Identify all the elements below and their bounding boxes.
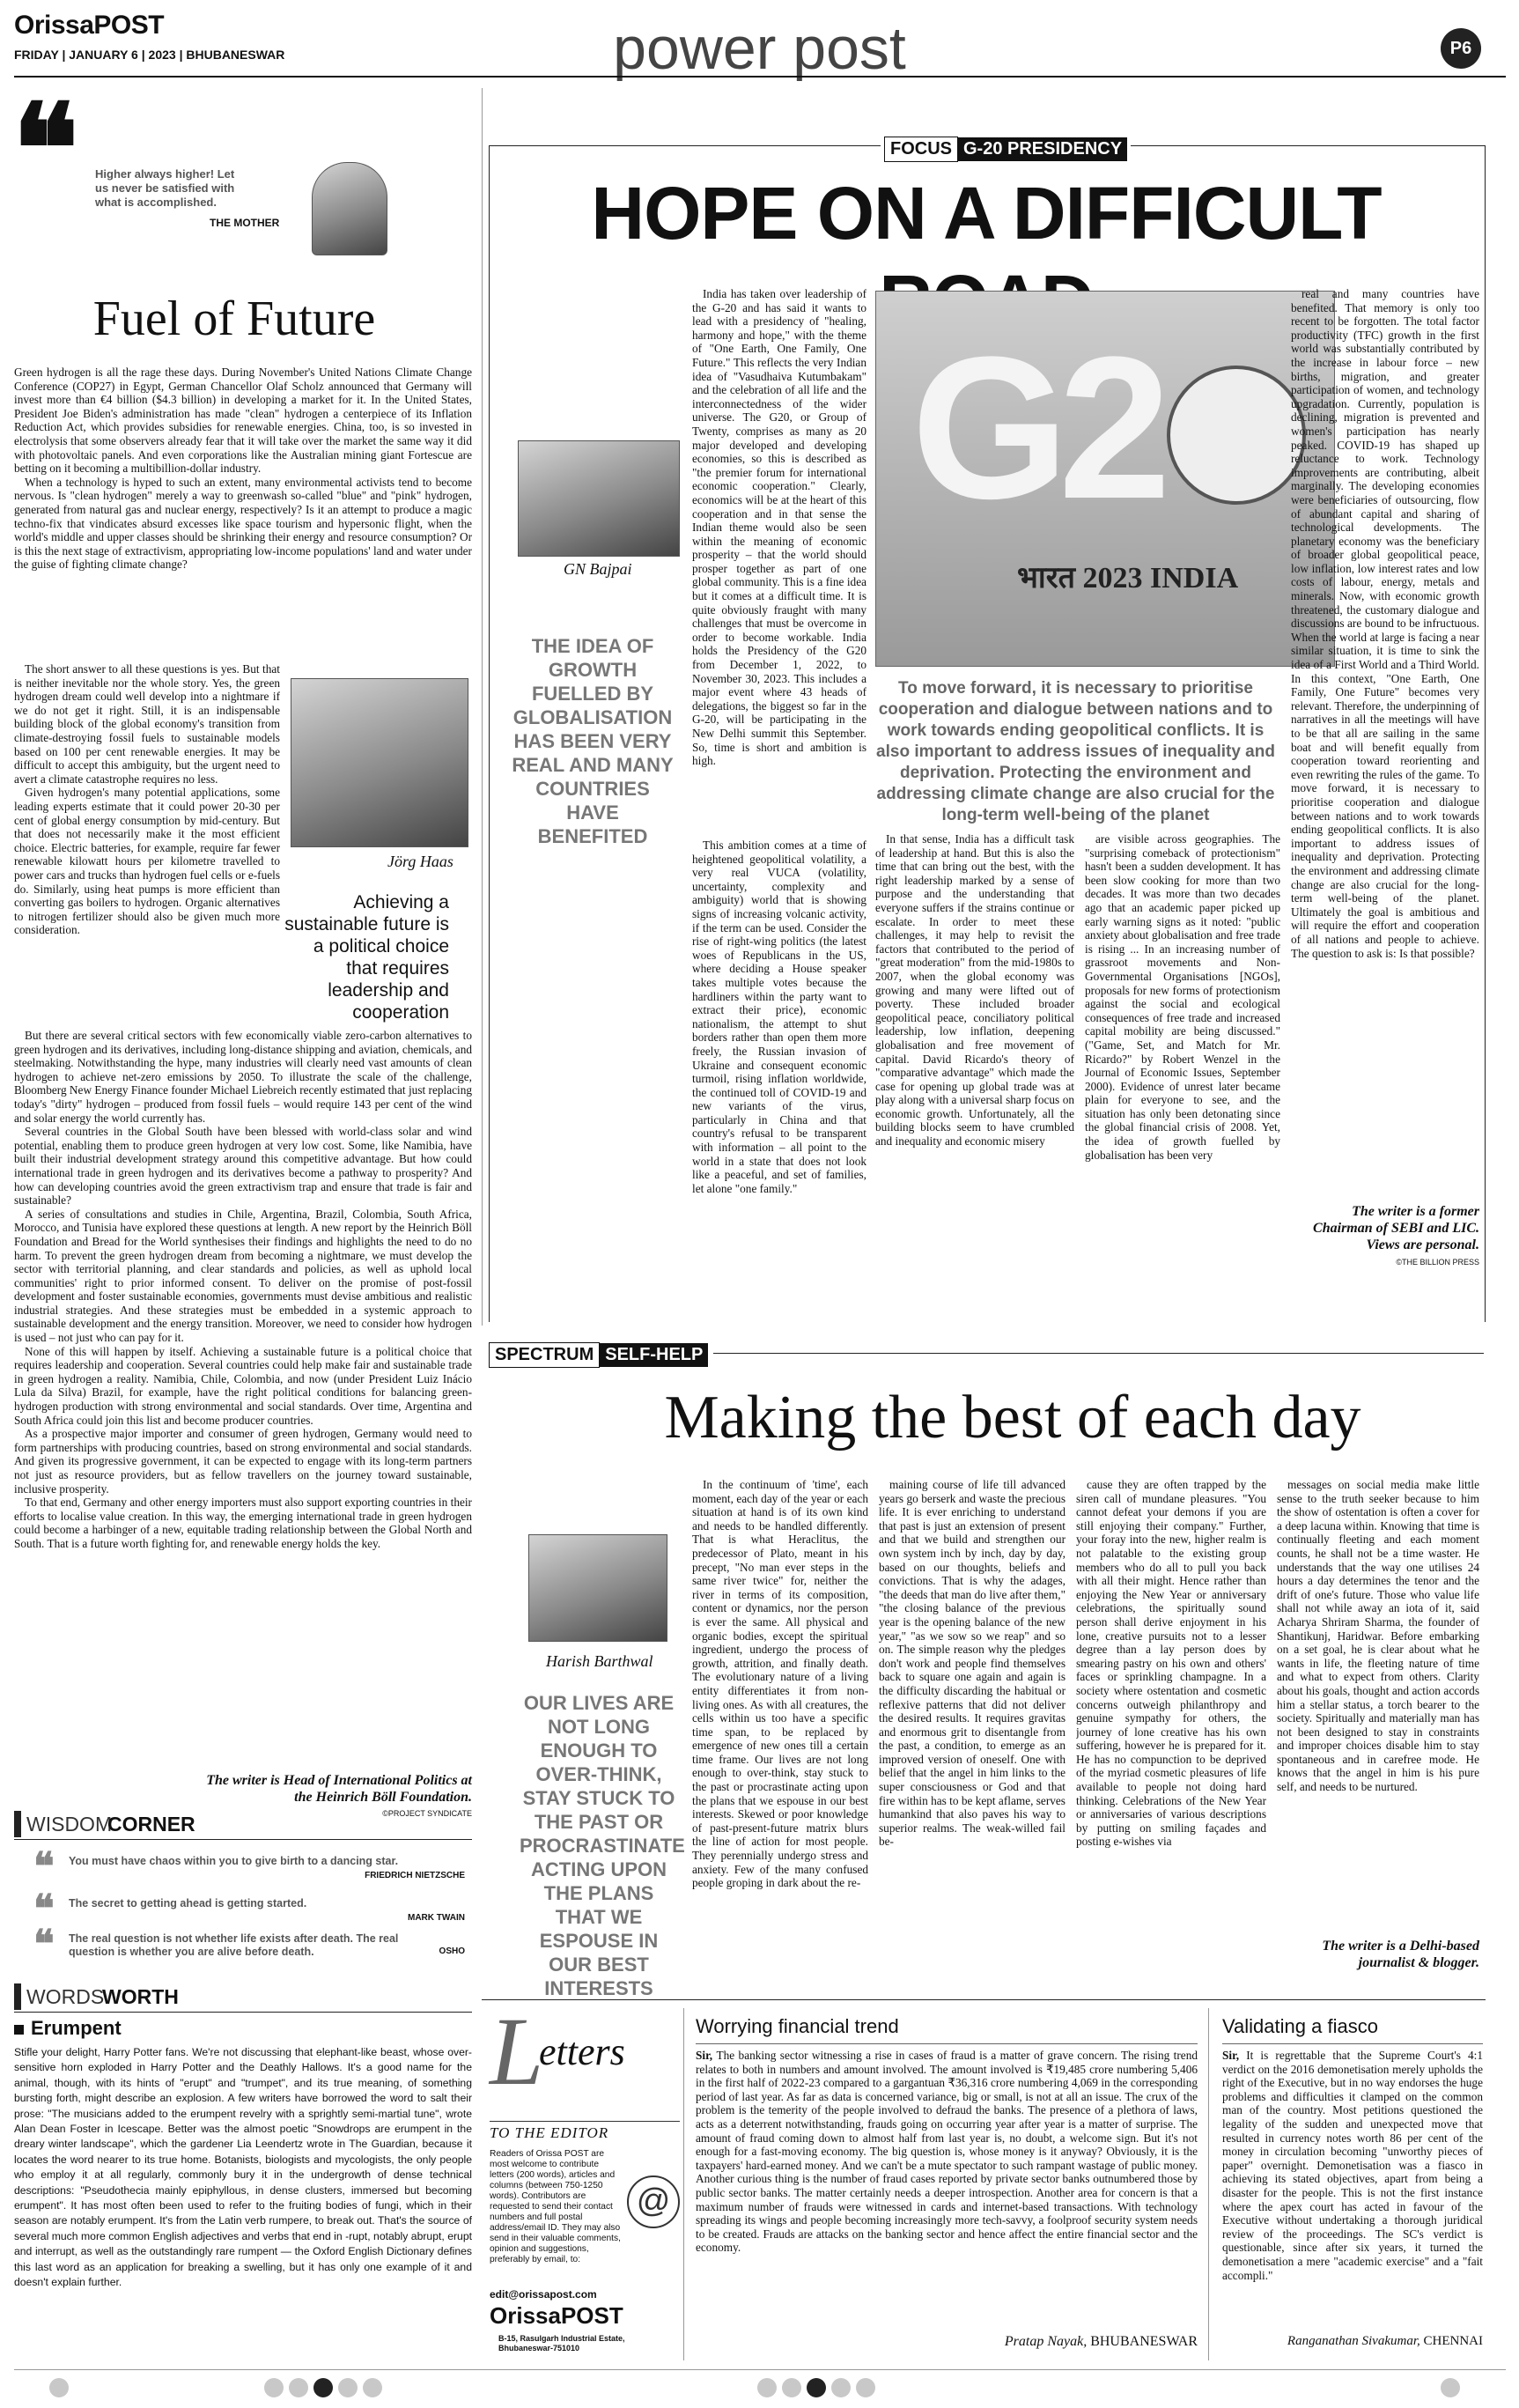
fuel-p5: But there are several critical sectors with few economically viable zero-carbon alternatives to green hydrogen and its derivatives, including long-distance shipping and aviation, chemicals, and steelmaking. Notwithstanding the hype, many industries will clearly need vast amounts of clean hydrogen to achieve net-zero emissions by 2050. To illustrate the scale of the challenge, Bloomberg New Energy Finance founder Michael Liebreich recently estimated that just replacing today's "dirty" hydrogen – produced from fossil fuels – would require 143 per cent of the wind and solar energy the world currently has. <box>14 1029 472 1125</box>
registration-dot <box>338 2378 358 2397</box>
registration-dot <box>313 2378 333 2397</box>
letters-info: Readers of Orissa POST are most welcome to contribute letters (200 words), articles and columns (between 750-1250 words). Contributors are requested to send their contact numbers and full postal address/email ID. They may also send in their valuable comments, opinion and suggestions, preferably by email, to: <box>490 2149 621 2264</box>
wordsworth-word <box>14 2017 122 2040</box>
wisdom-title-a: WISDOM <box>26 1813 113 1836</box>
letter2-body-text: It is regrettable that the Supreme Court's 4:1 verdict on the 2016 demonetisation merely upholds the right of the Executive, but in no way endorses the huge problems and difficulties it clamped on the common man of the country. Most petitions questioned the legality of the sudden and unexpected move that resulted in currency notes worth 86 per cent of the money in circulation becoming "unworthy pieces of paper" overnight. Demonetisation was a fiasco in achieving its stated objectives, apart from being a disaster for the people. This is not the first instance where the apex court has acted in favour of the Executive without undertaking a thorough juridical review of the proceedings. The SC's verdict is questionable, since after six years, it turned the demonetisation a mere "academic exercise" and a "fait accompli." <box>1222 2049 1483 2282</box>
g20-col-2 <box>692 838 866 1257</box>
selfhelp-text-4: messages on social media make little sense to the truth seeker because to him the show of ostentation is often a cover for a deep lacuna within. Knowing that time is continually fleeting and each moment counts, he shall not be a time waster. He understands that the way one utilises 24 hours a day determines the tenor and the drift of one's future. Those who value life shall not while away an iota of it, said Acharya Shriram Sharma, the founder of Shantikunj, Haridwar. Before embarking on a set goal, he is clear about what he wants in life, the fleeting nature of time and what to expect from others. Clarity about his goals, thought and action accords him a stellar status, a torch bearer to the society. Spiritually and materially man has not been designed to stay in constraints and improper choices disable him to stay spontaneous and in carefree mode. He knows that the angel in him is his pure self, and needs to be nurtured. <box>1277 1478 1479 1794</box>
salutation-sir: Sir, <box>696 2049 717 2062</box>
masthead-logo: OrissaPOST <box>14 11 165 40</box>
tag-spectrum: SPECTRUM <box>489 1342 600 1368</box>
selfhelp-text-2: maining course of life till advanced years go berserk and waste the precious life. It is ever enriching to understand that past is just an extension of present and that we build and strengthen our own system inch by inch, day by day, based on our thoughts, beliefs and convictions. That is why the adages, "the deeds that man do live after them," "the closing balance of the previous year is the opening balance of the new year," "as we sow so we reap" and so on. The simple reason why the pledges don't work and people find themselves back to square one again and again is the difficulty discarding the habitual or reflexive patterns that did not deliver the desired results. It requires gravitas and enormous grit to disentangle from the past, a condition, to emerge as an improved version of oneself. One with belief that the angel in him links to the super consciousness or God and that fire within has to be kept aflame, serves humankind that also paves his way to superior realms. The weak-willed fail be- <box>879 1478 1066 1849</box>
wisdom-quote: The real question is not whether life exists after death. The real question is whether you are alive before death. <box>69 1932 399 1958</box>
fuel-p7: A series of consultations and studies in Chile, Argentina, Brazil, Colombia, South Africa, Morocco, and Tunisia have explored these questions at length. A new report by the Heinrich Böll Foundation and Bread for the World synthesises their findings and highlights the need to do no harm. To prevent the green hydrogen dream from becoming a nightmare, we must develop the sector with territorial planning, and clear standards and policies, as well as uphold local communities' right to prior informed consent. To deliver on the promise of post-fossil development and foster sustainable economies, governments must devise ambitious and realistic industrial strategies. And these strategies must be embedded in a systemic approach to sustainable development and the energy transition. Moreover, we need to consider how hydrogen is used – not just who can pay for it. <box>14 1207 472 1345</box>
g20-headline: HOPE ON A DIFFICULT <box>591 172 1382 255</box>
g20-logo-glyph: G2 <box>911 314 1161 541</box>
fuel-body-narrow <box>14 662 280 1015</box>
quote-mark-icon: ❝ <box>12 83 79 219</box>
fuel-body-bottom <box>14 1029 472 1767</box>
g20-text-1: India has taken over leadership of the G-20 and has said it wants to lead with a presidency of "healing, harmony and hope," with the theme of "One Earth, One Family, One Future." This reflects the very Indian idea of "Vasudhaiva Kutumbakam" and the celebration of all life and the interconnectedness of the wider universe. The G20, or Group of Twenty, comprises as many as 20 major developed and developing economies, so this is described as "the premier forum for international economic cooperation." Clearly, economics will be at the heart of this cooperation and in that sense the Indian theme would also be seen within the meaning of economic prosperity – that the world should prosper together as part of one global community. This is a fine idea but it comes at a difficult time. It is quite obviously fraught with many challenges that must be overcome in order to become workable. India holds the Presidency of the G20 from December 1, 2022, to November 30, 2023. This includes a major event where 43 heads of delegations, the biggest so far in the G-20, will be participating in the New Delhi summit this September. So, time is short and ambition is high. <box>692 287 866 768</box>
g20-tags <box>881 137 1131 162</box>
wisdom-item <box>14 1887 472 1931</box>
selfhelp-text-1: In the continuum of 'time', each moment, each day of the year or each situation at hand is of its own kind and needs to be handled differently. That is what Heraclitus, the predecessor of Plato, meant in his precept, "No man ever steps in the same river twice" for, neither the river in terms of its composition, content or dynamics, nor the person is ever the same. All physical and organic bodies, except the spiritual ingredient, undergo the process of growth, attrition, and finally death. The evolutionary nature of a living entity differentiates it from non-living ones. As with all creatures, the cells within us too have a specific time span, to be replaced by emergence of new ones till a certain time frame. Our lives are not long enough to over-think, stay stuck to the past or procrastinate acting upon the plans that we espouse in our best interests. Skewed or poor knowledge of past-present-future matrix blurs the line of action for most people. They perennially undergo stress and anxiety. Few of the many confused people groping in dark about the re- <box>692 1478 868 1890</box>
wisdom-rule <box>14 1839 472 1840</box>
selfhelp-pull-quote: OUR LIVES ARE NOT LONG ENOUGH TO OVER-THINK, STAY STUCK TO THE PAST OR PROCRASTINATE ACTING UPON THE PLANS THAT WE ESPOUSE IN OUR BEST INTERESTS <box>520 1692 685 1999</box>
g20-text-2: This ambition comes at a time of heightened geopolitical volatility, a very real VUCA (volatility, uncertainty, complexity and ambiguity) world that is showing signs of increasing volcanic activity, if the term can be used. Consider the rise of right-wing politics (the latest woes of Republicans in the US, where deciding a House speaker takes multiple votes because the hardliners within the party want to extract their price), economic nationalism, the attempt to shut borders rather than open them more freely, the Russian invasion of Ukraine and consequent economic turmoil, rising inflation worldwide, the continued toll of COVID-19 and new variants of the virus, particularly in China and that country's refusal to be transparent with information – all point to the world in a state that does not look like a peaceful, and set of families, let alone "one family." <box>692 838 866 1195</box>
g20-col-5 <box>1291 287 1479 1168</box>
bottom-rule <box>14 2369 1506 2370</box>
wisdom-item <box>14 1845 472 1892</box>
fuel-p1: Green hydrogen is all the rage these days. During November's United Nations Climate Change Conference (COP27) in Egypt, German Chancellor Olaf Scholz announced that Germany will invest more than €4 billion ($4.3 billion) in developing a market for it. In the United States, President Joe Biden's administration has made "clean" hydrogen a centerpiece of its Inflation Reduction Act, which provides subsidies for renewable energies. China, too, is so invested in electrolysis that some observers already fear that it will take over the market the same way it did with photovoltaic panels. And even corporations like the Australian mining giant Fortescue are betting on it becoming a multibillion-dollar industry. <box>14 366 472 476</box>
g20-author-name: GN Bajpai <box>564 560 632 578</box>
fuel-author-photo <box>291 678 468 847</box>
fuel-author-name: Jörg Haas <box>387 853 453 870</box>
quote-mark-icon: ❝ <box>33 1923 55 1966</box>
wordsworth-title-a: WORDS <box>26 1985 105 2008</box>
selfhelp-tags <box>489 1342 713 1368</box>
wordsworth-word-text: Erumpent <box>31 2017 122 2039</box>
wisdom-quote: You must have chaos within you to give birth to a dancing star. <box>69 1855 399 1867</box>
selfhelp-author-photo <box>528 1534 667 1642</box>
selfhelp-tagline: The writer is a Delhi-based journalist & blogger. <box>1322 1939 1479 1970</box>
selfhelp-col-2 <box>879 1478 1066 1980</box>
at-sign-icon: @ <box>627 2175 680 2228</box>
wordsworth-header-bar <box>14 1983 21 2010</box>
letters-address: B-15, Rasulgarh Industrial Estate, Bhubaneswar-751010 <box>498 2334 625 2353</box>
letters-paper-logo: OrissaPOST <box>490 2302 623 2329</box>
fuel-p6: Several countries in the Global South have been blessed with world-class solar and wind potential, enabling them to produce green hydrogen at very low cost. Some, like Namibia, have built their industrial development strategy around this competitive advantage. But how could international trade in green hydrogen and its derivatives become a pathway to prosperity? And how can developing countries avoid the green extractivism trap and ensure that trade is fair and sustainable? <box>14 1125 472 1208</box>
wisdom-title-b: CORNER <box>107 1813 195 1836</box>
letters-rule <box>482 1999 1486 2000</box>
g20-logo-image <box>875 291 1335 667</box>
g20-col-3 <box>875 832 1074 1257</box>
registration-dot <box>1441 2378 1460 2397</box>
selfhelp-text-3: cause they are often trapped by the siren call of mundane pleasures. "You cannot defeat your demons if you are still enjoying their company." Further, your foray into the new, higher realm is not palatable to the existing group members who do all to pull you back with all their might. Hence rather than enjoying the New Year or anniversary celebrations, the spiritually sound person shall derive enjoyment in his lone, creative pursuits not to a lesser degree than a lay person does by smearing pastry on his own and others' faces or sprinkling champagne. In a society where ostentation and cosmetic concerns outweigh philanthropy and genuine sympathy for others, the journey of lone creative has his own suffering, however he is prepared for it. He has no compunction to be deprived of the myriad cosmetic pleasures of life available to people not doing hard thinking. Celebrations of the New Year or anniversaries of various descriptions by putting on smiling façades and posting e-wishes via <box>1076 1478 1266 1849</box>
wisdom-header <box>14 1811 472 1837</box>
wisdom-header-bar <box>14 1811 21 1837</box>
g20-col-4 <box>1085 832 1280 1257</box>
fuel-p2: When a technology is hyped to such an extent, many environmental activists tend to become nervous. Is "clean hydrogen" merely a way to greenwash so-called "blue" and "pink" hydrogen, generated from natural gas and nuclear energy, respectively? Is it an attempt to produce a magic techno-fix that vindicates absurd excesses like space tourism and hypersonic flight, when the world's middle and upper classes should be shrinking their energy and resource consumption? Or is this the next stage of extractivism, appropriating low-income populations' land and water under the guise of fighting climate change? <box>14 475 472 572</box>
section-title: power post <box>613 15 906 82</box>
wisdom-author: MARK TWAIN <box>408 1913 465 1923</box>
registration-marks-center2 <box>757 2378 875 2397</box>
registration-marks-center <box>264 2378 382 2397</box>
g20-credit: ©THE BILLION PRESS <box>1396 1258 1479 1267</box>
fuel-p4: Given hydrogen's many potential applications, some leading experts estimate that it could power 20-30 per cent of global energy consumption by mid-century. But that does not necessarily make it the most efficient choice. Electric batteries, for example, require far fewer renewable kilowatt hours per kilometre travelled to power cars and trucks than hydrogen fuel cells or e-fuels do. Similarly, using heat pumps is more efficient than converting gas boilers to hydrogen. Organic alternatives to nitrogen fertilizer should also be given much more consideration. <box>14 786 280 937</box>
fuel-p3: The short answer to all these questions is yes. But that is neither inevitable nor the whole story. Yes, the green hydrogen dream could well develop into a nightmare if we do not get it right. Still, it is an indispensable building block of the global economy's transition from climate-destroying fossil fuels to sustainable models based on 100 per cent renewable energies. It may be difficult to accept this ambiguity, but the urgent need to avert a climate catastrophe requires no less. <box>14 662 280 786</box>
letter1-signoff-name: Pratap Nayak, <box>1004 2334 1088 2349</box>
registration-dot <box>831 2378 851 2397</box>
fuel-p9: As a prospective major importer and consumer of green hydrogen, Germany would need to form partnerships with producing countries, based on strong environmental and social standards. And given its progressive government, it can be expected to engage with its long-term partners not just as resource providers, but as fellow travellers on the journey toward sustainable, inclusive prosperity. <box>14 1427 472 1496</box>
quote-author: THE MOTHER <box>210 217 280 229</box>
registration-dot <box>289 2378 308 2397</box>
quote-mark-icon: ❝ <box>33 1845 55 1888</box>
fuel-credit: ©PROJECT SYNDICATE <box>382 1809 472 1818</box>
g20-col-1 <box>692 287 866 833</box>
registration-dot <box>264 2378 284 2397</box>
fuel-pull-quote: Achieving a sustainable future is a political choice that requires leadership and cooperation <box>284 892 449 1023</box>
g20-logo-subtext: भारत 2023 INDIA <box>1017 562 1239 595</box>
fuel-p10: To that end, Germany and other energy importers must also support exporting countries in their efforts to localise value creation. In this way, the emerging international trade in green hydrogen could become a harbinger of a new, equitable trading relationship between the Global North and South. That is a future worth fighting for, and renewable energy holds the key. <box>14 1496 472 1550</box>
column-divider <box>482 88 483 1326</box>
registration-dot <box>363 2378 382 2397</box>
letters-logo-initial: L <box>490 1998 544 2105</box>
letter1-text <box>696 2049 1198 2255</box>
letter1-signoff <box>696 2334 1198 2350</box>
wisdom-author: OSHO <box>439 1946 465 1956</box>
quote-text: Higher always higher! Let us never be satisfied with what is accomplished. <box>95 167 235 209</box>
letter2-title-rule <box>1222 2043 1483 2044</box>
fuel-tagline: The writer is Head of International Politics at the Heinrich Böll Foundation. <box>206 1773 472 1805</box>
registration-marks-left <box>49 2378 69 2397</box>
quote-mark-icon: ❝ <box>33 1887 55 1931</box>
registration-dot <box>49 2378 69 2397</box>
letter2-title: Validating a fiasco <box>1222 2015 1378 2037</box>
tag-g20: G-20 PRESIDENCY <box>958 137 1127 161</box>
page-number: P6 <box>1441 28 1481 69</box>
registration-dot <box>856 2378 875 2397</box>
g20-text-4: are visible across geographies. The "surprising comeback of protectionism" hasn't been a sudden development. It has been slow cooking for more than two decades. It was more than two decades ago that an academic paper picked up early warning signs as it noted: "public anxiety about globalisation and free trade is rising ... In an increasing number of grassroot movements and Non-Governmental Organisations [NGOs], proposals for new forms of protectionism against the social and ecological consequences of free trade and increased capital mobility are being discussed." ("Game, Set, and Match for Mr. Ricardo?" by Robert Wenzel in the Journal of Economic Issues, September 2000). Evidence of unrest later became plain for everyone to see, and the situation has only been detonating since the global financial crisis of 2008. Yet, the idea of growth fuelled by globalisation has been very <box>1085 832 1280 1162</box>
fuel-headline: Fuel of Future <box>92 292 376 346</box>
letters-logo <box>490 1998 666 2105</box>
fuel-p8: None of this will happen by itself. Achieving a sustainable future is a political choice that requires leadership and cooperation. Several countries could help make fair and sustainable trade in green hydrogen a reality. Namibia, Chile, Colombia, and now (under President Luiz Inácio Lula da Silva) Brazil, for example, have the right political conditions for balancing green-hydrogen production with strong environmental and social standards. Over time, Argentina and South Africa could join this list and become producer countries. <box>14 1344 472 1427</box>
g20-text-3: In that sense, India has a difficult task of leadership at hand. But this is also the time that can bring out the best, with the right leadership marked by a sense of purpose and the understanding that everyone suffers if the strains continue or escalate. In order to meet these challenges, it may help to revisit the factors that contributed to the period of "great moderation" from the mid-1980s to 2007, when the global economy was growing and many were lifted out of poverty. These included broader geopolitical peace, conciliatory political leadership, low inflation, deepening globalisation and free movement of capital. David Ricardo's theory of "comparative advantage" which made the case for opening up global trade was at play along with a universal sharp focus on economic growth. Unfortunately, all the building blocks seem to have crumbled and inequality and economic misery <box>875 832 1074 1149</box>
letters-email: edit@orissapost.com <box>490 2288 597 2301</box>
letter2-text <box>1222 2049 1483 2282</box>
registration-marks-right <box>1441 2378 1460 2397</box>
letters-divider <box>683 2008 684 2360</box>
registration-dot <box>757 2378 777 2397</box>
selfhelp-col-3 <box>1076 1478 1266 1980</box>
g20-pull-quote: THE IDEA OF GROWTH FUELLED BY GLOBALISATION HAS BEEN VERY REAL AND MANY COUNTRIES HAVE BENEFITED <box>512 635 674 847</box>
wordsworth-header <box>14 1983 472 2010</box>
letters-divider <box>1208 2008 1209 2360</box>
letter1-body-text: The banking sector witnessing a rise in cases of fraud is a matter of grave concern. The rising trend relates to both in numbers and amount involved. The amount involved is ₹19,485 crore numbering 5,406 in the first half of 2022-23 compared to a gargantuan ₹36,316 crore numbering 4,069 in the corresponding period of last year. As far as data is concerned variance, big or small, is not at all an issue. The crux of the problem is the temerity of the people involved to defraud the banks. The presence of a plethora of laws, acts as a deterrent notwithstanding, frauds going on occurring year after year is a matter of surprise. The amount of fraud coming down to almost half from last year is, no doubt, a welcome sign. But it's not enough for a fast-moving economy. The big question is, whose money is it anyway? Obviously, it is the taxpayers' hard-earned money. And we can't be a mute spectator to such rampant wastage of public money. Another curious thing is the number of fraud cases reported by private sector banks outnumbered those by public sector banks. The matter certainly needs a deeper introspection. Another area for concern is that a maximum number of frauds were witnessed in cards and internet-based transactions. With technology spreading its wings and people becoming increasingly more tech-savvy, a foolproof security system needs to be created. Frauds are attacks on the banking sector and hence affect the entire financial sector and the economy. <box>696 2049 1198 2255</box>
g20-text-5: real and many countries have benefited. That memory is only too recent to be forgotten. The total factor productivity (TFC) growth in the first world was substantially contributed by the increase in labour force – new births, migration, and greater participation of women, and technology upgradation. Currently, population is declining, migration is prevented and women's participation has nearly peaked. COVID-19 has shaped up reluctance to work. Technology improvements are contributing, albeit marginally. The developing economies were beneficiaries of outsourcing, flow of abundant capital and sharing of technological developments. The planetary economy was the beneficiary of broader global geopolitical peace, low inflation, low interest rates and low costs of labour, energy, metals and minerals. Now, with economic growth threatened, the customary dialogue and discussions are bound to be infructuous. When the world at large is facing a near similar situation, it is time to sink the idea of a First World and a Third World. In this context, "One Earth, One Family, One Future" becomes very relevant. Therefore, the underpinning of narratives in all the meetings will have to be that all are sailing in the same boat and will benefit equally from cooperation toward reorienting and even rewriting the rules of the game. To move forward, it is necessary to prioritise cooperation and dialogue between nations and to work towards ending geopolitical conflicts. It is also important to address issues of inequality and deprivation. Protecting the environment and addressing climate change are also crucial for the long-term well-being of the planet. Ultimately the goal is ambitious and will require the effort and cooperation of all nations and people to achieve. The question to ask is: Is that possible? <box>1291 287 1479 960</box>
letter1-title: Worrying financial trend <box>696 2015 899 2037</box>
letter2-signoff-name: Ranganathan Sivakumar, <box>1287 2334 1420 2348</box>
letters-logo-rest: etters <box>539 2030 625 2073</box>
letter1-title-rule <box>696 2043 1198 2044</box>
wordsworth-rule <box>14 2012 472 2013</box>
selfhelp-col-4 <box>1277 1478 1479 1936</box>
g20-tagline: The writer is a former Chairman of SEBI and LIC. Views are personal. <box>1313 1204 1479 1252</box>
salutation-sir: Sir, <box>1222 2049 1247 2062</box>
tag-focus: FOCUS <box>884 137 958 162</box>
registration-dot <box>807 2378 826 2397</box>
wisdom-item <box>14 1923 472 1976</box>
letter2-signoff <box>1222 2334 1483 2349</box>
selfhelp-author-name: Harish Barthwal <box>546 1652 653 1670</box>
square-bullet-icon <box>14 2025 24 2035</box>
selfhelp-headline: Making the best of each day <box>664 1384 1361 1451</box>
tag-self-help: SELF-HELP <box>600 1343 708 1367</box>
g20-image-caption: To move forward, it is necessary to prioritise cooperation and dialogue between nations and to work towards ending geopolitical conflicts. It is also important to address issues of inequality and deprivation. Protecting the environment and addressing climate change are also crucial for the long-term well-being of the planet <box>876 679 1275 824</box>
registration-dot <box>782 2378 801 2397</box>
masthead-date: FRIDAY | JANUARY 6 | 2023 | BHUBANESWAR <box>14 48 285 62</box>
quote-author-photo <box>312 162 387 255</box>
lotus-globe-icon <box>1167 366 1306 505</box>
wisdom-quote: The secret to getting ahead is getting started. <box>69 1897 307 1909</box>
wordsworth-body: Stifle your delight, Harry Potter fans. We're not discussing that elephant-like beast, whose over-sensitive horn exploded in Harry Potter and the Deathly Hallows. It's a good name for the animal, though, with its hints of "erupt" and "trumpet", and its true meaning, of something bursting forth, might describe an explosion. A few writers have borrowed the word to salt their prose: "The musicians added to the erumpent revelry with a sprightly semi-martial tune", wrote Alan Dean Foster in Icescape. Better was the almost poetic "Snowdrops are erumpent in the dreary winter landscape", which the gardener Lia Leendertz wrote in The Guardian, because it locates the word nearer to its true home. Botanists, biologists and mycologists, the only people who employ it at all regularly, commonly bury it in the undergrowth of dense technical descriptions: "Pseudothecia mainly epiphyllous, in dense clusters, immersed but becoming erumpent". It has most often been used to refer to the fruiting bodies of fungi, which in their season are notably erumpent. It's from the Latin verb rumpere, to break out. That's the source of several much more common English adjectives and verbs that end in -rupt, notably abrupt, erupt and interrupt, as well as the outstandingly rare rumpent — the Oxford English Dictionary defines this last word as an application for breaking a swelling, but it has only one example of it and doesn't explain further. <box>14 2046 472 2289</box>
letter1-body <box>696 2049 1198 2329</box>
letter1-signoff-place: BHUBANESWAR <box>1090 2334 1198 2349</box>
letter2-signoff-place: CHENNAI <box>1423 2334 1483 2348</box>
wordsworth-title-b: WORTH <box>102 1985 179 2008</box>
letter2-body <box>1222 2049 1483 2329</box>
masthead-rule <box>14 76 1506 78</box>
g20-author-photo <box>518 440 680 557</box>
wisdom-author: FRIEDRICH NIETZSCHE <box>365 1871 465 1880</box>
selfhelp-col-1 <box>692 1478 868 1980</box>
letters-to-editor: TO THE EDITOR <box>490 2121 680 2142</box>
